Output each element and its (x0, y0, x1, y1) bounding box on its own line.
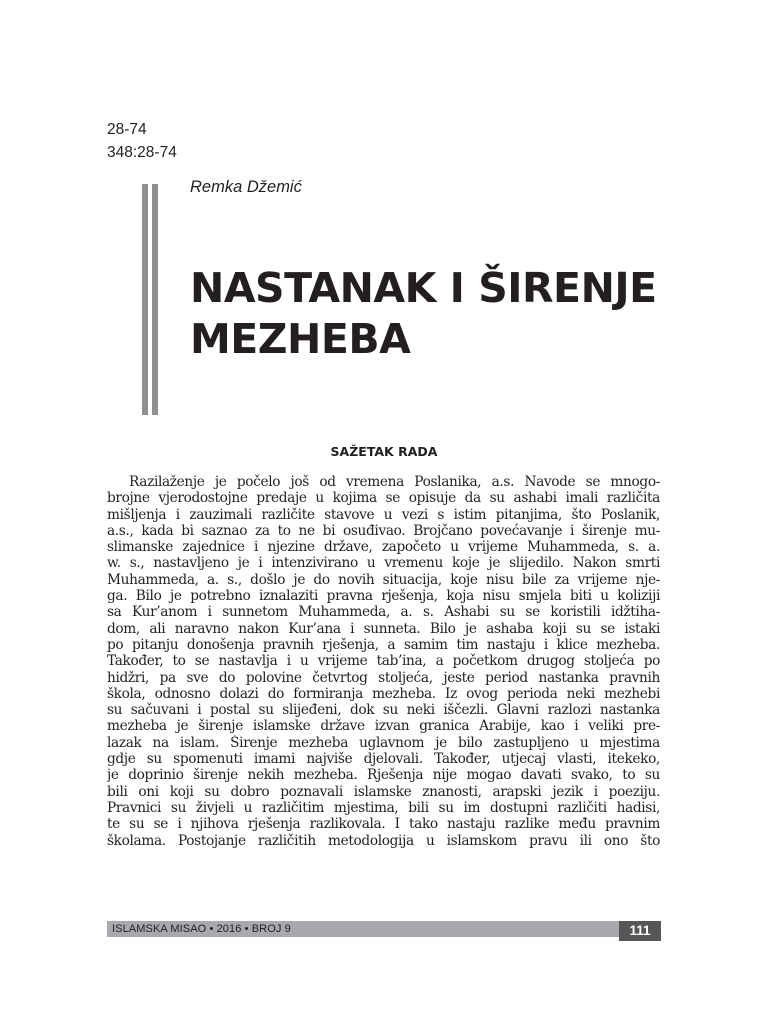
abstract-line: mezheba je širenje islamske države izvan granica Arabije, kao i veliki pre- (107, 718, 660, 735)
abstract-line: mišljenja i zauzimali različite stavove u vezi s istim pitanjima, što Poslanik, (107, 506, 660, 523)
abstract-line: dom, ali naravno nakon Kur’ana i sunneta. Bilo je ashaba koji su se istaki (107, 620, 660, 637)
abstract-line: Pravnici su živjeli u različitim mjestima, bili su im dostupni različiti hadisi, (107, 799, 660, 816)
abstract-line: Muhammeda, a. s., došlo je do novih situacija, koje nisu bile za vrijeme nje- (107, 571, 660, 588)
abstract-line: w. s., nastavljeno je i intenzivirano u vremenu koje je slijedilo. Nakon smrti (107, 555, 660, 572)
abstract-line: brojne vjerodostojne predaje u kojima se opisuje da su ashabi imali različita (107, 490, 660, 507)
abstract-line: lazak na islam. Širenje mezheba uglavnom je bilo zastupljeno u mjestima (107, 734, 660, 751)
abstract-line: ga. Bilo je potrebno iznalaziti pravna rješenja, koja nisu smjela biti u koliziji (107, 588, 660, 605)
udc-line-2: 348:28-74 (107, 144, 177, 161)
abstract-heading: SAŽETAK RADA (330, 444, 438, 459)
footer-journal: ISLAMSKA MISAO • 2016 • BROJ 9 (112, 923, 291, 935)
page-number: 111 (619, 921, 661, 941)
abstract-line: školama. Postojanje različitih metodologija u islamskom pravu ili ono što (107, 832, 660, 849)
abstract-line: sa Kur’anom i sunnetom Muhammeda, a. s. Ashabi su se koristili idžtiha- (107, 604, 660, 621)
article-title (190, 263, 657, 365)
abstract-line: škola, odnosno dolazi do formiranja mezheba. Iz ovog perioda neki mezhebi (107, 685, 660, 702)
abstract-line: je doprinio širenje nekih mezheba. Rješenja nije mogao davati svako, to su (107, 767, 660, 784)
article-title-line-1: NASTANAK I ŠIRENJE (190, 264, 657, 312)
udc-line-1: 28-74 (107, 121, 147, 138)
abstract-line: su sačuvani i postal su slijeđeni, dok su neki iščezli. Glavni razlozi nastanka (107, 702, 660, 719)
abstract-line: a.s., kada bi saznao za to ne bi osuđivao. Brojčano povećavanje i širenje mu- (107, 522, 660, 539)
abstract-line: Razilaženje je počelo još od vremena Poslanika, a.s. Navode se mnogo- (129, 474, 660, 490)
abstract-line: hidžri, pa sve do polovine četvrtog stoljeća, jeste period nastanka pravnih (107, 669, 660, 686)
decorative-bar-left (142, 184, 148, 415)
udc-classification (107, 118, 177, 164)
abstract-line: te su se i njihova rješenja razlikovala. I tako nastaju razlike među pravnim (107, 816, 660, 833)
decorative-bar-right (152, 184, 158, 415)
abstract-line: po pitanju donošenja pravnih rješenja, a samim tim nastaju i klice mezheba. (107, 636, 660, 653)
abstract-body (107, 474, 660, 849)
abstract-line: bili oni koji su dobro poznavali islamske znanosti, arapski jezik i poeziju. (107, 783, 660, 800)
author-name: Remka Džemić (190, 178, 302, 196)
abstract-line: gdje su spomenuti imami najviše djelovali. Također, utjecaj vlasti, itekeko, (107, 751, 660, 768)
article-title-line-2: MEZHEBA (190, 315, 411, 363)
abstract-line: slimanske zajednice i njezine države, započeto u vrijeme Muhammeda, s. a. (107, 539, 660, 556)
abstract-line: Također, to se nastavlja i u vrijeme tab’ina, a početkom drugog stoljeća po (107, 653, 660, 670)
